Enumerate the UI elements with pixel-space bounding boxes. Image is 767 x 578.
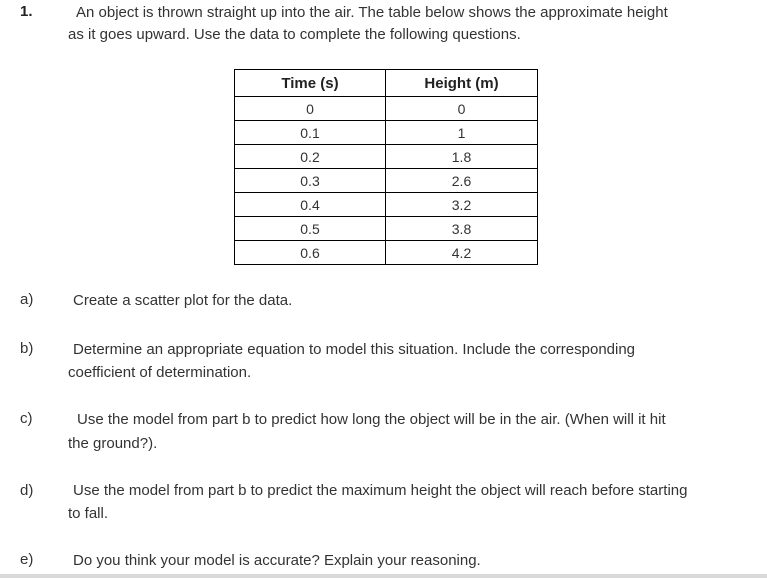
table-row [235,193,538,217]
table-row [235,97,538,121]
table-header-row [235,70,538,97]
part-c-label: c) [20,410,33,427]
table-cell-height: 1.8 [386,145,538,169]
table-cell-time: 0.1 [235,121,386,145]
table-row [235,145,538,169]
table-header-time: Time (s) [235,70,386,97]
part-e-text: Do you think your model is accurate? Explain your reasoning. [73,552,481,569]
question-intro-line1: An object is thrown straight up into the air. The table below shows the approximate height [76,4,668,21]
data-table [234,69,538,265]
part-b-line2: coefficient of determination. [68,364,252,381]
table-cell-height: 3.8 [386,217,538,241]
part-e-label: e) [20,551,34,568]
table-cell-height: 2.6 [386,169,538,193]
table-cell-time: 0 [235,97,386,121]
table-row [235,169,538,193]
table-cell-height: 4.2 [386,241,538,265]
table-header-height: Height (m) [386,70,538,97]
table-row [235,241,538,265]
table-cell-height: 1 [386,121,538,145]
table-row [235,121,538,145]
table-cell-time: 0.3 [235,169,386,193]
bottom-divider [0,574,767,578]
question-number: 1. [20,3,33,20]
part-c-line1: Use the model from part b to predict how long the object will be in the air. (When will it hit [77,411,666,428]
table-cell-time: 0.4 [235,193,386,217]
part-a-text: Create a scatter plot for the data. [73,292,293,309]
table-row [235,217,538,241]
table-cell-time: 0.6 [235,241,386,265]
table-cell-height: 0 [386,97,538,121]
part-d-line2: to fall. [68,505,109,522]
part-d-label: d) [20,482,34,499]
question-intro-line2: as it goes upward. Use the data to complete the following questions. [68,26,521,43]
part-b-label: b) [20,340,34,357]
part-d-line1: Use the model from part b to predict the maximum height the object will reach before starting [73,482,688,499]
part-a-label: a) [20,291,34,308]
table-cell-time: 0.2 [235,145,386,169]
table-cell-time: 0.5 [235,217,386,241]
table-cell-height: 3.2 [386,193,538,217]
part-c-line2: the ground?). [68,435,158,452]
part-b-line1: Determine an appropriate equation to model this situation. Include the corresponding [73,341,636,358]
